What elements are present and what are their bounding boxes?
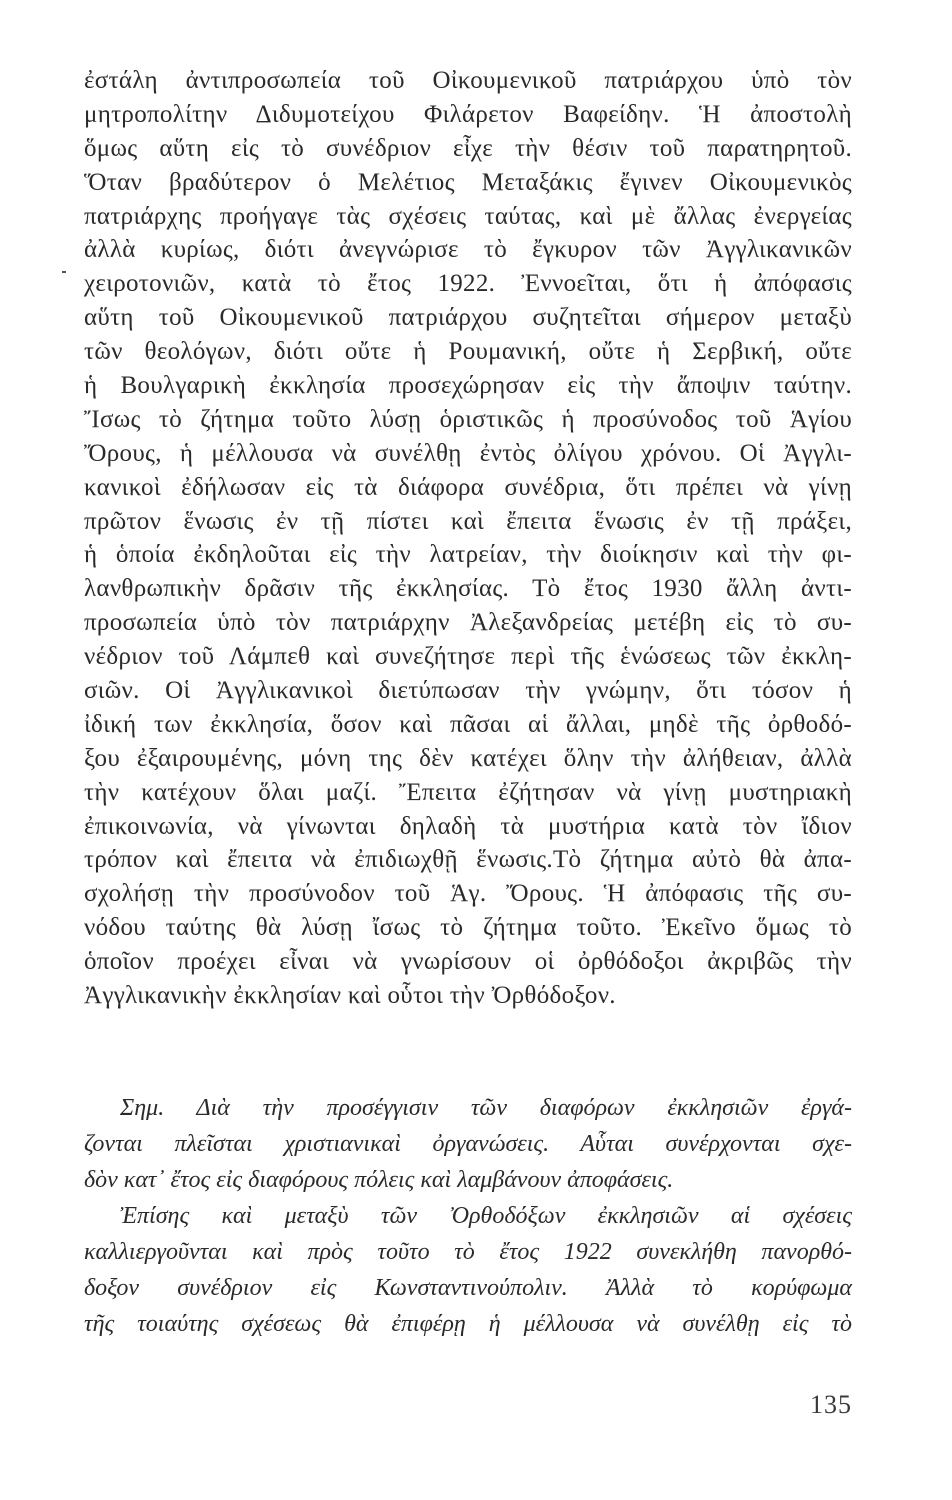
text-line: ξου ἐξαιρουμένης, μόνη της δὲν κατέχει ὅλην τὴν ἀλήθειαν, ἀλλὰ	[84, 744, 852, 772]
text-line: Ὄρους, ἡ μέλλουσα νὰ συνέλθῃ ἐντὸς ὀλίγου χρόνου. Οἱ Ἀγγλι-	[84, 439, 852, 467]
text-line: προσωπεία ὑπὸ τὸν πατριάρχην Ἀλεξανδρείας μετέβη εἰς τὸ συ-	[84, 609, 852, 637]
text-line: τὴν κατέχουν ὅλαι μαζί. Ἔπειτα ἐζήτησαν νὰ γίνῃ μυστηριακὴ	[84, 778, 852, 806]
margin-mark	[62, 271, 66, 273]
text-line: Ὅταν βραδύτερον ὁ Μελέτιος Μεταξάκις ἔγινεν Οἰκουμενικὸς	[84, 168, 852, 196]
text-line: αὕτη τοῦ Οἰκουμενικοῦ πατριάρχου συζητεῖται σήμερον μεταξὺ	[84, 304, 852, 332]
note-line: Ἐπίσης καὶ μεταξὺ τῶν Ὀρθοδόξων ἐκκλησιῶν αἱ σχέσεις	[120, 1203, 852, 1229]
note-line: Σημ. Διὰ τὴν προσέγγισιν τῶν διαφόρων ἐκκλησιῶν ἐργά-	[120, 1095, 852, 1121]
note-line: ζονται πλεῖσται χριστιανικαὶ ὀργανώσεις. Αὗται συνέρχονται σχε-	[84, 1131, 852, 1157]
text-line: ἡ ὁποία ἐκδηλοῦται εἰς τὴν λατρείαν, τὴν διοίκησιν καὶ τὴν φι-	[84, 541, 852, 569]
note-block	[84, 1090, 852, 1342]
text-line: τῶν θεολόγων, διότι οὔτε ἡ Ρουμανική, οὔτε ἡ Σερβική, οὔτε	[84, 338, 852, 366]
main-text-block	[84, 64, 852, 1013]
text-line: πρῶτον ἕνωσις ἐν τῇ πίστει καὶ ἔπειτα ἕνωσις ἐν τῇ πράξει,	[84, 507, 852, 535]
text-line: ἐστάλη ἀντιπροσωπεία τοῦ Οἰκουμενικοῦ πατριάρχου ὑπὸ τὸν	[84, 67, 852, 94]
text-line: κανικοὶ ἐδήλωσαν εἰς τὰ διάφορα συνέδρια, ὅτι πρέπει νὰ γίνῃ	[84, 473, 852, 501]
text-line: ὁποῖον προέχει εἶναι νὰ γνωρίσουν οἱ ὀρθόδοξοι ἀκριβῶς τὴν	[84, 948, 852, 976]
text-line: σιῶν. Οἱ Ἀγγλικανικοὶ διετύπωσαν τὴν γνώμην, ὅτι τόσον ἡ	[84, 677, 852, 705]
text-line: Ἴσως τὸ ζήτημα τοῦτο λύσῃ ὁριστικῶς ἡ προσύνοδος τοῦ Ἁγίου	[84, 405, 852, 433]
text-line: πατριάρχης προήγαγε τὰς σχέσεις ταύτας, καὶ μὲ ἄλλας ἐνεργείας	[84, 202, 852, 230]
text-line: τρόπον καὶ ἔπειτα νὰ ἐπιδιωχθῇ ἕνωσις.Τὸ ζήτημα αὐτὸ θὰ ἀπα-	[84, 846, 852, 874]
text-line: ἐπικοινωνία, νὰ γίνωνται δηλαδὴ τὰ μυστήρια κατὰ τὸν ἴδιον	[84, 812, 852, 840]
text-line: ἡ Βουλγαρικὴ ἐκκλησία προσεχώρησαν εἰς τὴν ἄποψιν ταύτην.	[84, 372, 852, 400]
text-line: Ἀγγλικανικὴν ἐκκλησίαν καὶ οὗτοι τὴν Ὀρθόδοξον.	[84, 982, 616, 1010]
note-line: τῆς τοιαύτης σχέσεως θὰ ἐπιφέρῃ ἡ μέλλουσα νὰ συνέλθῃ εἰς τὸ	[84, 1311, 852, 1337]
text-line: νόδου ταύτης θὰ λύσῃ ἴσως τὸ ζήτημα τοῦτο. Ἐκεῖνο ὅμως τὸ	[84, 914, 852, 942]
text-line: ὅμως αὕτη εἰς τὸ συνέδριον εἶχε τὴν θέσιν τοῦ παρατηρητοῦ.	[84, 134, 852, 162]
note-line: καλλιεργοῦνται καὶ πρὸς τοῦτο τὸ ἔτος 1922 συνεκλήθη πανορθό-	[84, 1239, 852, 1265]
note-line: δοξον συνέδριον εἰς Κωνσταντινούπολιν. Ἀλλὰ τὸ κορύφωμα	[84, 1275, 852, 1301]
text-line: σχολήσῃ τὴν προσύνοδον τοῦ Ἁγ. Ὄρους. Ἡ ἀπόφασις τῆς συ-	[84, 880, 852, 908]
text-line: μητροπολίτην Διδυμοτείχου Φιλάρετον Βαφείδην. Ἡ ἀποστολὴ	[84, 100, 852, 128]
note-line: δὸν κατ᾽ ἔτος εἰς διαφόρους πόλεις καὶ λαμβάνουν ἀποφάσεις.	[84, 1167, 674, 1193]
text-line: χειροτονιῶν, κατὰ τὸ ἔτος 1922. Ἐννοεῖται, ὅτι ἡ ἀπόφασις	[84, 270, 852, 298]
text-line: ἀλλὰ κυρίως, διότι ἀνεγνώρισε τὸ ἔγκυρον τῶν Ἀγγλικανικῶν	[84, 236, 852, 264]
text-line: νέδριον τοῦ Λάμπεθ καὶ συνεζήτησε περὶ τῆς ἑνώσεως τῶν ἐκκλη-	[84, 643, 852, 671]
text-line: ἰδική των ἐκκλησία, ὅσον καὶ πᾶσαι αἱ ἄλλαι, μηδὲ τῆς ὀρθοδό-	[84, 710, 852, 738]
page-number: 135	[810, 1390, 852, 1419]
text-line: λανθρωπικὴν δρᾶσιν τῆς ἐκκλησίας. Τὸ ἔτος 1930 ἄλλη ἀντι-	[84, 575, 852, 603]
